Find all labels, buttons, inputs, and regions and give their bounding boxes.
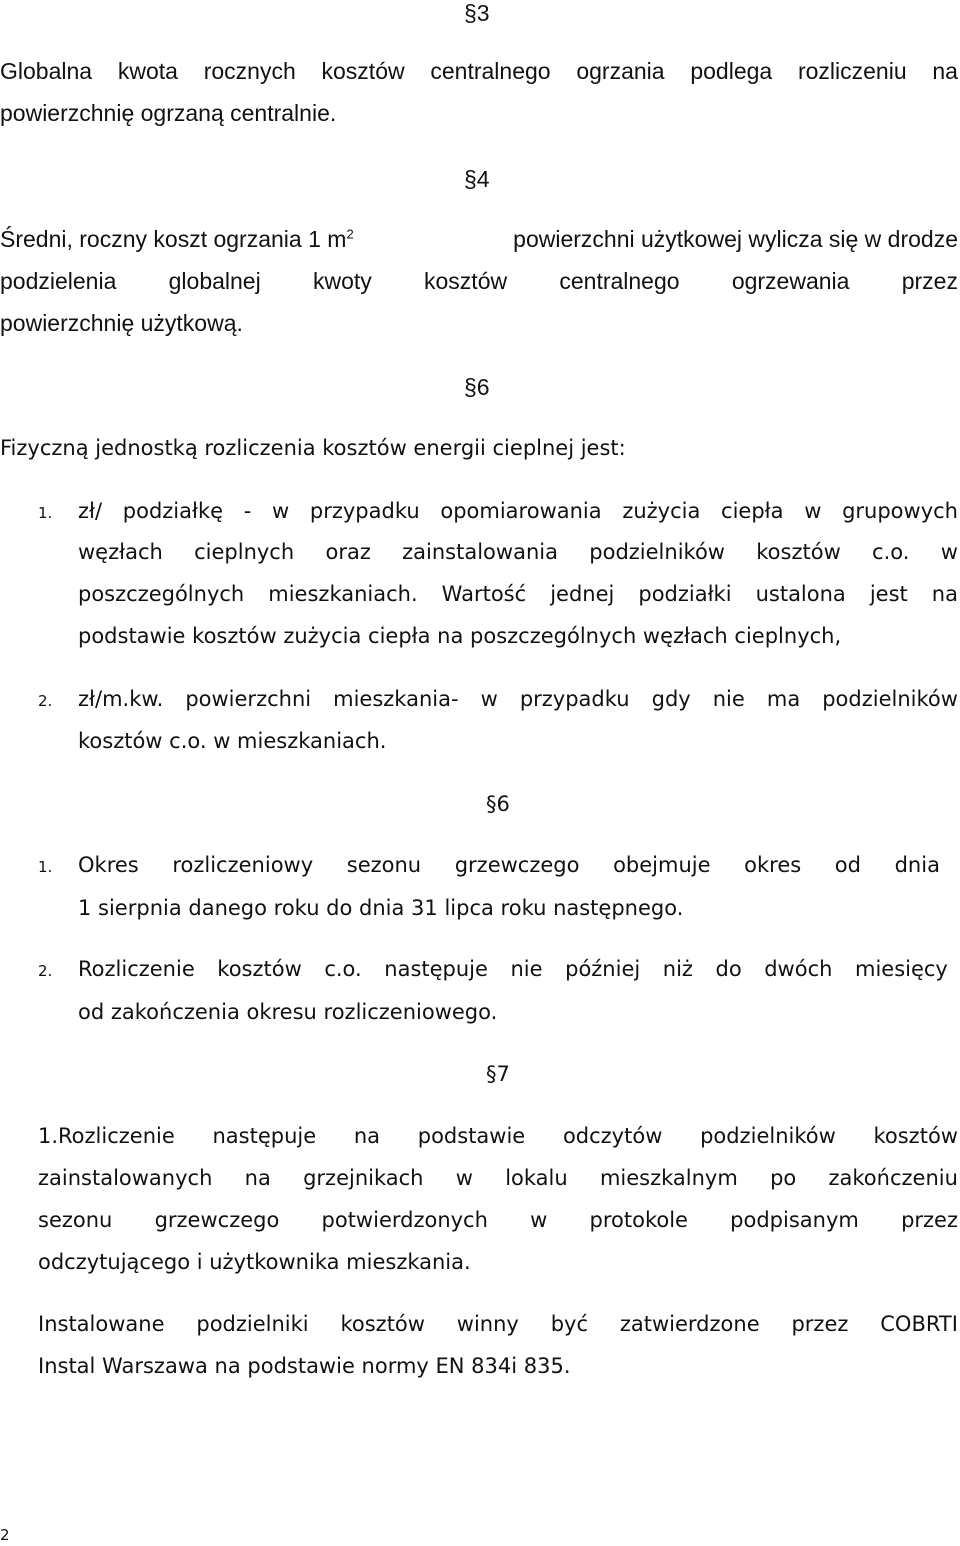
word: kosztów xyxy=(217,957,302,981)
word: zainstalowanych xyxy=(38,1166,213,1190)
word: podzielenia xyxy=(0,268,117,294)
word: kwota xyxy=(117,58,178,84)
word: podziałkę xyxy=(122,499,224,523)
word: powierzchni xyxy=(185,687,312,711)
word: kosztów xyxy=(340,1312,425,1336)
word: ma xyxy=(766,687,801,711)
word: podpisanym xyxy=(730,1208,859,1232)
word: Globalna xyxy=(0,58,93,84)
word: grupowych xyxy=(842,499,958,523)
section-heading-7: §7 xyxy=(486,1062,510,1086)
word: winny xyxy=(456,1312,519,1336)
list-item-line: kosztów c.o. w mieszkaniach. xyxy=(78,729,387,753)
section-heading-4: §4 xyxy=(464,166,490,192)
word: podzielników xyxy=(589,540,725,564)
word: na xyxy=(931,582,958,606)
word: opomiarowania xyxy=(440,499,602,523)
word: ogrzewania xyxy=(731,268,850,294)
word: grzewczego xyxy=(454,853,580,877)
word: centralnego xyxy=(430,58,551,84)
word: przypadku xyxy=(309,499,420,523)
word: globalnej xyxy=(168,268,261,294)
word: jednej xyxy=(550,582,615,606)
word: przez xyxy=(901,268,958,294)
word: oraz xyxy=(325,540,371,564)
word: rozliczeniu xyxy=(797,58,907,84)
word: niż xyxy=(662,957,693,981)
word: jest xyxy=(869,582,908,606)
word: ogrzania xyxy=(576,58,665,84)
word: następuje xyxy=(384,957,488,981)
word: zł/m.kw. xyxy=(78,687,164,711)
list-item-line xyxy=(78,853,940,877)
word: centralnego xyxy=(559,268,680,294)
page-number: 2 xyxy=(0,1526,10,1544)
word: COBRTI xyxy=(880,1312,958,1336)
word: w xyxy=(530,1208,548,1232)
word: protokole xyxy=(589,1208,688,1232)
word: miesięcy xyxy=(854,957,948,981)
word: rozliczeniowy xyxy=(172,853,314,877)
paragraph-line xyxy=(38,1312,958,1336)
word: rocznych xyxy=(203,58,296,84)
word: zł/ xyxy=(78,499,103,523)
text-line: powierzchnię ogrzaną centralnie. xyxy=(0,100,337,126)
word: podziałki xyxy=(638,582,732,606)
word: w xyxy=(480,687,498,711)
word: podzielników xyxy=(822,687,958,711)
word: na xyxy=(932,58,958,84)
word: podstawie xyxy=(417,1124,526,1148)
section-heading-6b: §6 xyxy=(486,792,510,816)
text-line: Średni, roczny koszt ogrzania 1 $m^2$ powierzchni użytkowej wylicza się w drodze xyxy=(0,226,958,252)
word: kwoty xyxy=(312,268,372,294)
superscript: 2 xyxy=(346,226,354,242)
list-number: 1. xyxy=(38,504,53,522)
word: przypadku xyxy=(519,687,630,711)
word: nie xyxy=(712,687,745,711)
paragraph-line xyxy=(38,1208,958,1232)
word: nie xyxy=(510,957,543,981)
word: mieszkania- xyxy=(333,687,459,711)
section-heading-3: §3 xyxy=(464,0,490,26)
word: w xyxy=(940,540,958,564)
intro-line: Fizyczną jednostką rozliczenia kosztów energii cieplnej jest: xyxy=(0,436,626,460)
word: Okres xyxy=(78,853,139,877)
word: potwierdzonych xyxy=(321,1208,488,1232)
word: w xyxy=(272,499,290,523)
word: do xyxy=(715,957,742,981)
word: Rozliczenie xyxy=(78,957,195,981)
paragraph-line xyxy=(38,1124,958,1148)
list-item-line xyxy=(78,957,948,981)
word: Wartość xyxy=(441,582,527,606)
word: kosztów xyxy=(873,1124,958,1148)
word: ciepła xyxy=(721,499,784,523)
word: węzłach xyxy=(78,540,163,564)
word: odczytów xyxy=(562,1124,663,1148)
word: dnia xyxy=(894,853,940,877)
list-item-line xyxy=(78,687,958,711)
text-line xyxy=(0,268,958,295)
word: poszczególnych xyxy=(78,582,245,606)
list-number: 2. xyxy=(38,692,53,710)
word: grzejnikach xyxy=(303,1166,424,1190)
word: od xyxy=(834,853,861,877)
word: c.o. xyxy=(324,957,362,981)
word: c.o. xyxy=(872,540,910,564)
word: po xyxy=(770,1166,797,1190)
word: grzewczego xyxy=(154,1208,280,1232)
list-number: 1. xyxy=(38,858,53,876)
word: zainstalowania xyxy=(402,540,558,564)
paragraph-line: odczytującego i użytkownika mieszkania. xyxy=(38,1250,471,1274)
word: na xyxy=(353,1124,381,1148)
paragraph-line: Instal Warszawa na podstawie normy EN 834i 835. xyxy=(38,1354,571,1378)
word: gdy xyxy=(651,687,691,711)
text-line xyxy=(0,58,958,85)
word: cieplnych xyxy=(194,540,295,564)
word: podzielników xyxy=(700,1124,836,1148)
word: ustalona xyxy=(755,582,846,606)
word: w xyxy=(804,499,822,523)
word: okres xyxy=(744,853,802,877)
word: lokalu xyxy=(505,1166,568,1190)
word: później xyxy=(565,957,641,981)
list-item-line: podstawie kosztów zużycia ciepła na poszczególnych węzłach cieplnych, xyxy=(78,624,842,648)
word: podzielniki xyxy=(196,1312,309,1336)
word: zakończeniu xyxy=(828,1166,958,1190)
list-number: 2. xyxy=(38,962,53,980)
list-item-line xyxy=(78,499,958,523)
word: kosztów xyxy=(424,268,508,294)
word: zatwierdzone xyxy=(619,1312,760,1336)
word: podlega xyxy=(690,58,773,84)
word: kosztów xyxy=(756,540,841,564)
word: kosztów xyxy=(321,58,405,84)
word: przez xyxy=(901,1208,958,1232)
word: - xyxy=(243,499,252,523)
word: sezonu xyxy=(38,1208,113,1232)
list-item-line: 1 sierpnia danego roku do dnia 31 lipca roku następnego. xyxy=(78,896,684,920)
list-item-line xyxy=(78,540,958,564)
word: dwóch xyxy=(764,957,833,981)
word: przez xyxy=(791,1312,849,1336)
word: na xyxy=(244,1166,271,1190)
section-heading-6: §6 xyxy=(464,374,490,400)
paragraph-line xyxy=(38,1166,958,1190)
word: zużycia xyxy=(622,499,701,523)
word: następuje xyxy=(212,1124,317,1148)
word: Instalowane xyxy=(38,1312,165,1336)
list-item-line xyxy=(78,582,958,606)
word: być xyxy=(550,1312,589,1336)
word: mieszkalnym xyxy=(599,1166,738,1190)
list-item-line: od zakończenia okresu rozliczeniowego. xyxy=(78,1000,498,1024)
word: mieszkaniach. xyxy=(268,582,418,606)
word: w xyxy=(455,1166,473,1190)
word: obejmuje xyxy=(613,853,711,877)
word: 1.Rozliczenie xyxy=(38,1124,175,1148)
word: sezonu xyxy=(346,853,422,877)
text-line: powierzchnię użytkową. xyxy=(0,310,243,336)
